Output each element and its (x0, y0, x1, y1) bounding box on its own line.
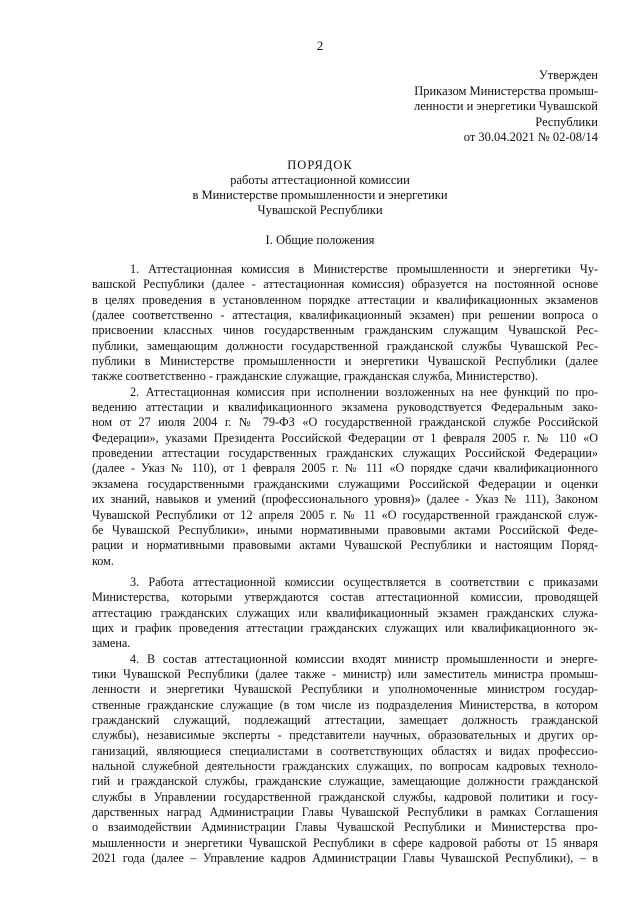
paragraph-line: ведению аттестации и квалификационного экзамена руководствуется Федеральным зако- (92, 400, 598, 415)
paragraph-line: 1. Аттестационная комиссия в Министерстве промышленности и энергетики Чу- (130, 262, 598, 276)
paragraph-line: рации и нормативными правовыми актами Чувашской Республики и настоящим Поряд- (92, 538, 598, 553)
paragraph-line: их знаний, навыков и умений (профессионального уровня)» (далее - Указ № 111), Законом (92, 492, 598, 507)
paragraph-line: публики в Министерстве промышленности и энергетики Чувашской Республики (далее (92, 354, 598, 369)
approval-line: Республики (535, 114, 598, 129)
paragraph-line: ном от 27 июля 2004 г. № 79-ФЗ «О государственной гражданской службе Российской (92, 415, 598, 430)
paragraph-line: экзамена государственными гражданскими служащими Российской Федерации и оценки (92, 476, 598, 491)
paragraph-line: (далее соответственно - аттестация, квалификационный экзамен) при решении вопроса о (92, 308, 598, 323)
paragraph-line: 2021 года (далее – Управление кадров Администрации Главы Чувашской Республики), – в (92, 851, 598, 866)
paragraph-line: тики Чувашской Республики (далее также - министр) или заместитель министра промыш- (92, 666, 598, 681)
document-subtitle-line: работы аттестационной комиссии (230, 173, 410, 187)
paragraph-line: ком. (92, 553, 114, 568)
paragraph-line: Министерства, которыми утверждаются состав аттестационной комиссии, проводящей (92, 590, 598, 605)
document-title-block (0, 158, 640, 218)
paragraph-line: нальной служебной деятельности гражданских служащих, по вопросам кадровых техноло- (92, 759, 598, 773)
paragraph-line: проведении аттестации государственных гражданских служащих Российской Федерации» (92, 446, 598, 461)
approval-stamp (398, 68, 598, 146)
paragraph-line: 3. Работа аттестационной комиссии осуществляется в соответствии с приказами (130, 574, 598, 589)
paragraph-line: ленности и энергетики Чувашской Республики и уполномоченные министром государ- (92, 682, 598, 697)
paragraph (92, 652, 598, 867)
paragraph-line: бе Чувашской Республики», иными нормативными правовыми актами Российской Феде- (92, 522, 598, 537)
paragraph-line: 4. В состав аттестационной комиссии входят министр промышленности и энерге- (130, 651, 598, 666)
section-heading: I. Общие положения (265, 233, 375, 247)
paragraph-line: публики, замещающим должности государственной гражданской службы Чувашской Рес- (92, 338, 598, 353)
paragraph (92, 262, 598, 385)
paragraph (92, 385, 598, 569)
paragraph-line: вашской Республики (далее - аттестационная комиссия) образуется на постоянной основе (92, 277, 598, 292)
paragraph-line: ганизаций, являющиеся специалистами в соответствующих областях и видах профессио- (92, 743, 598, 758)
paragraph-line: ственные гражданские служащие (в том числе из подразделения Министерства, в котором (92, 697, 598, 712)
paragraph-line: о взаимодействии Администрации Главы Чувашской Республики и Министерства про- (92, 820, 598, 835)
approval-line: от 30.04.2021 № 02-08/14 (463, 130, 598, 144)
approval-line: ленности и энергетики Чувашской (414, 99, 598, 113)
document-title: ПОРЯДОК (287, 158, 353, 172)
paragraph-line: службы), независимые эксперты - представители научных, образовательных и других ор- (92, 728, 598, 743)
paragraph-line: аттестацию гражданских служащих или квалификационный экзамен гражданских служа- (92, 605, 598, 620)
document-subtitle-line: в Министерстве промышленности и энергетики (192, 188, 448, 202)
document-body (92, 262, 598, 866)
paragraph-line: Чувашской Республики от 12 апреля 2005 г. № 11 «О государственной гражданской служ- (92, 507, 598, 522)
document-subtitle-line: Чувашской Республики (257, 203, 383, 217)
page-number: 2 (316, 38, 324, 53)
paragraph (92, 575, 598, 652)
paragraph-line: службы в Управлении государственной гражданской службы, кадровой политики и госу- (92, 789, 598, 804)
paragraph-line: в целях проведения в установленном порядке аттестации и квалификационных экзаменов (92, 292, 598, 307)
paragraph-line: гий и гражданской службы, гражданские служащие, замещающие должности гражданской (92, 774, 598, 789)
paragraph-line: Федерации», указами Президента Российской Федерации от 1 февраля 2005 г. № 110 «О (92, 430, 598, 445)
paragraph-line: гражданский служащий, подлежащий аттестации, замещает должность гражданской (92, 712, 598, 727)
paragraph-line: щих и график проведения аттестации гражданских служащих или квалификационного эк- (92, 620, 598, 635)
approval-line: Утвержден (538, 68, 598, 82)
paragraph-line: также соответственно - гражданские служащие, гражданская служба, Министерство). (92, 369, 538, 384)
paragraph-line: (далее - Указ № 110), от 1 февраля 2005 г. № 111 «О порядке сдачи квалификационного (92, 461, 598, 476)
paragraph-line: замена. (92, 636, 131, 651)
paragraph-line: мышленности и энергетики Чувашской Республики в сфере кадровой работы от 15 января (92, 835, 598, 850)
paragraph-line: 2. Аттестационная комиссия при исполнении возложенных на нее функций по про- (130, 384, 598, 399)
paragraph-line: присвоении классных чинов государственным гражданским служащим Чувашской Рес- (92, 323, 598, 338)
approval-line: Приказом Министерства промыш- (414, 83, 598, 98)
paragraph-line: дарственных наград Администрации Главы Чувашской Республики в рамках Соглашения (92, 805, 598, 820)
